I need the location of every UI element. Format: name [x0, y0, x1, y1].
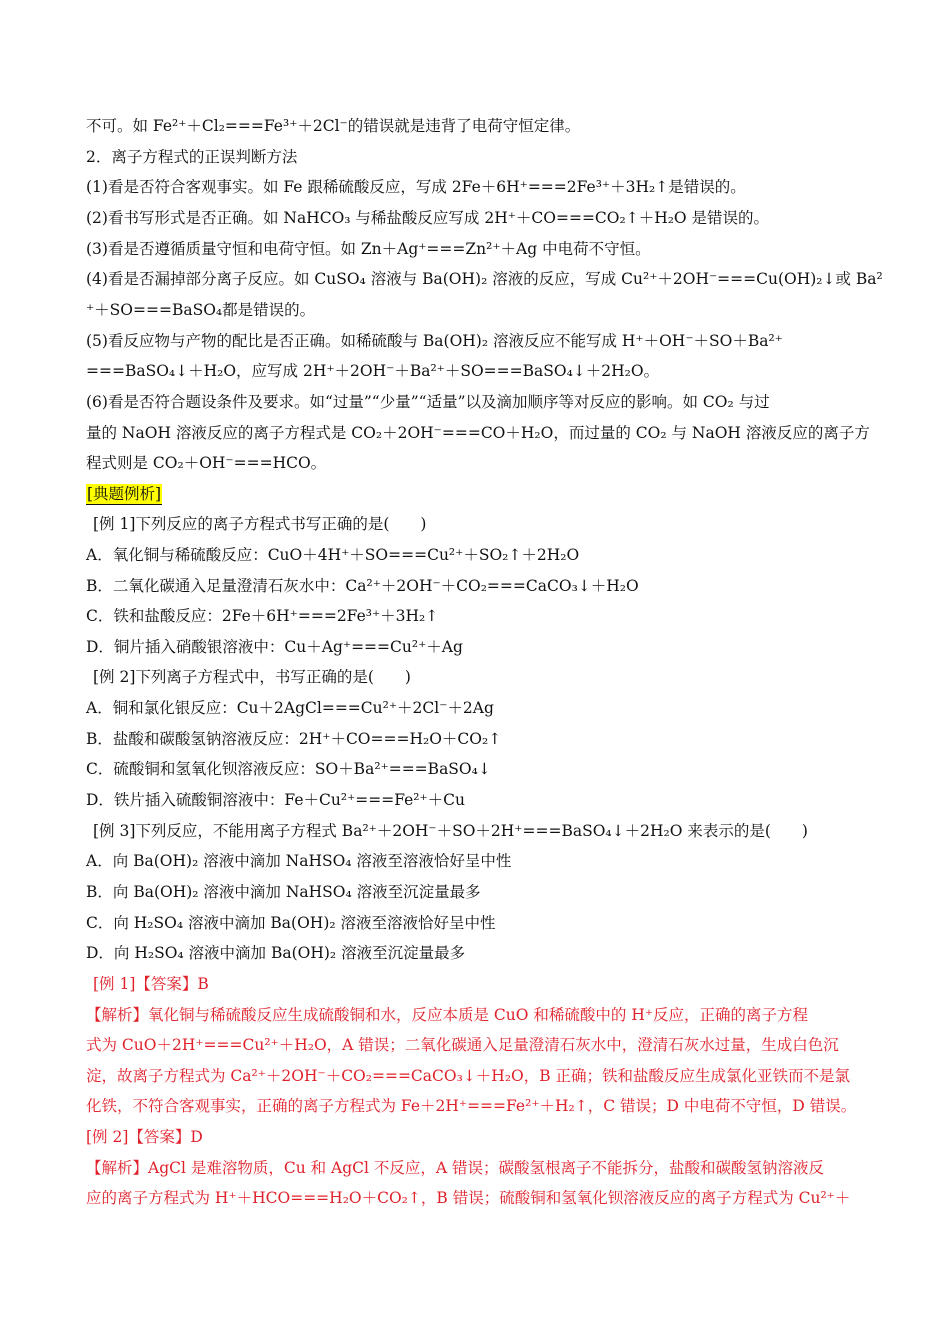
question-stem: [例 2]下列离子方程式中，书写正确的是( ) [93, 668, 411, 686]
example-section-tag: [典题例析] [87, 485, 162, 503]
answer-line: [例 1]【答案】B [93, 975, 209, 993]
option-c: C．向 H₂SO₄ 溶液中滴加 Ba(OH)₂ 溶液至溶液恰好呈中性 [86, 914, 496, 932]
option-d: D．铁片插入硫酸铜溶液中：Fe＋Cu²⁺===Fe²⁺＋Cu [86, 791, 466, 809]
option-c: C．铁和盐酸反应：2Fe＋6H⁺===2Fe³⁺＋3H₂↑ [86, 607, 439, 625]
option-b: B．二氧化碳通入足量澄清石灰水中：Ca²⁺＋2OH⁻＋CO₂===CaCO₃↓＋H₂O [86, 577, 639, 595]
text-line: (5)看反应物与产物的配比是否正确。如稀硫酸与 Ba(OH)₂ 溶液反应不能写成 H⁺＋OH⁻＋SO＋Ba²⁺ [86, 332, 783, 350]
option-d: D．铜片插入硝酸银溶液中：Cu＋Ag⁺===Cu²⁺＋Ag [86, 638, 463, 656]
text-line: (1)看是否符合客观事实。如 Fe 跟稀硫酸反应，写成 2Fe＋6H⁺===2Fe³⁺＋3H₂↑是错误的。 [86, 178, 746, 196]
question-stem: [例 1]下列反应的离子方程式书写正确的是( ) [93, 515, 427, 533]
option-a: A．铜和氯化银反应：Cu＋2AgCl===Cu²⁺＋2Cl⁻＋2Ag [86, 699, 494, 717]
text-line: ===BaSO₄↓＋H₂O，应写成 2H⁺＋2OH⁻＋Ba²⁺＋SO===BaSO₄↓＋2H₂O。 [86, 362, 660, 380]
explanation-line: 化铁，不符合客观事实，正确的离子方程式为 Fe＋2H⁺===Fe²⁺＋H₂↑，C 错误；D 中电荷不守恒，D 错误。 [86, 1097, 857, 1115]
explanation-line: 应的离子方程式为 H⁺＋HCO===H₂O＋CO₂↑，B 错误；硫酸铜和氢氧化钡溶液反应的离子方程式为 Cu²⁺＋ [86, 1189, 851, 1207]
option-b: B．向 Ba(OH)₂ 溶液中滴加 NaHSO₄ 溶液至沉淀量最多 [86, 883, 481, 901]
section-heading: 2．离子方程式的正误判断方法 [86, 148, 298, 166]
option-b: B．盐酸和碳酸氢钠溶液反应：2H⁺＋CO===H₂O＋CO₂↑ [86, 730, 502, 748]
question-stem: [例 3]下列反应，不能用离子方程式 Ba²⁺＋2OH⁻＋SO＋2H⁺===BaSO₄↓＋2H₂O 来表示的是( ) [93, 822, 808, 840]
explanation-line: 【解析】氧化铜与稀硫酸反应生成硫酸铜和水，反应本质是 CuO 和稀硫酸中的 H⁺反应，正确的离子方程 [86, 1006, 809, 1024]
option-a: A．氧化铜与稀硫酸反应：CuO＋4H⁺＋SO===Cu²⁺＋SO₂↑＋2H₂O [86, 546, 580, 564]
explanation-line: 式为 CuO＋2H⁺===Cu²⁺＋H₂O，A 错误；二氧化碳通入足量澄清石灰水中，澄清石灰水过量，生成白色沉 [86, 1036, 839, 1054]
text-line: 不可。如 Fe²⁺＋Cl₂===Fe³⁺＋2Cl⁻的错误就是违背了电荷守恒定律。 [86, 117, 581, 135]
text-line: ⁺＋SO===BaSO₄都是错误的。 [86, 301, 316, 319]
text-line: (4)看是否漏掉部分离子反应。如 CuSO₄ 溶液与 Ba(OH)₂ 溶液的反应，写成 Cu²⁺＋2OH⁻===Cu(OH)₂↓或 Ba² [86, 270, 883, 288]
answer-line: [例 2]【答案】D [86, 1128, 203, 1146]
text-line: 程式则是 CO₂＋OH⁻===HCO。 [86, 454, 327, 472]
explanation-line: 【解析】AgCl 是难溶物质，Cu 和 AgCl 不反应，A 错误；碳酸氢根离子不能拆分，盐酸和碳酸氢钠溶液反 [86, 1159, 825, 1177]
text-line: (3)看是否遵循质量守恒和电荷守恒。如 Zn＋Ag⁺===Zn²⁺＋Ag 中电荷不守恒。 [86, 240, 651, 258]
text-line: (2)看书写形式是否正确。如 NaHCO₃ 与稀盐酸反应写成 2H⁺＋CO===CO₂↑＋H₂O 是错误的。 [86, 209, 770, 227]
explanation-line: 淀，故离子方程式为 Ca²⁺＋2OH⁻＋CO₂===CaCO₃↓＋H₂O，B 正确；铁和盐酸反应生成氯化亚铁而不是氯 [86, 1067, 851, 1085]
option-a: A．向 Ba(OH)₂ 溶液中滴加 NaHSO₄ 溶液至溶液恰好呈中性 [86, 852, 512, 870]
option-d: D．向 H₂SO₄ 溶液中滴加 Ba(OH)₂ 溶液至沉淀量最多 [86, 944, 466, 962]
option-c: C．硫酸铜和氢氧化钡溶液反应：SO＋Ba²⁺===BaSO₄↓ [86, 760, 491, 778]
text-line: 量的 NaOH 溶液反应的离子方程式是 CO₂＋2OH⁻===CO＋H₂O，而过量的 CO₂ 与 NaOH 溶液反应的离子方 [86, 424, 870, 442]
text-line: (6)看是否符合题设条件及要求。如“过量”“少量”“适量”以及滴加顺序等对反应的影响。如 CO₂ 与过 [86, 393, 770, 411]
